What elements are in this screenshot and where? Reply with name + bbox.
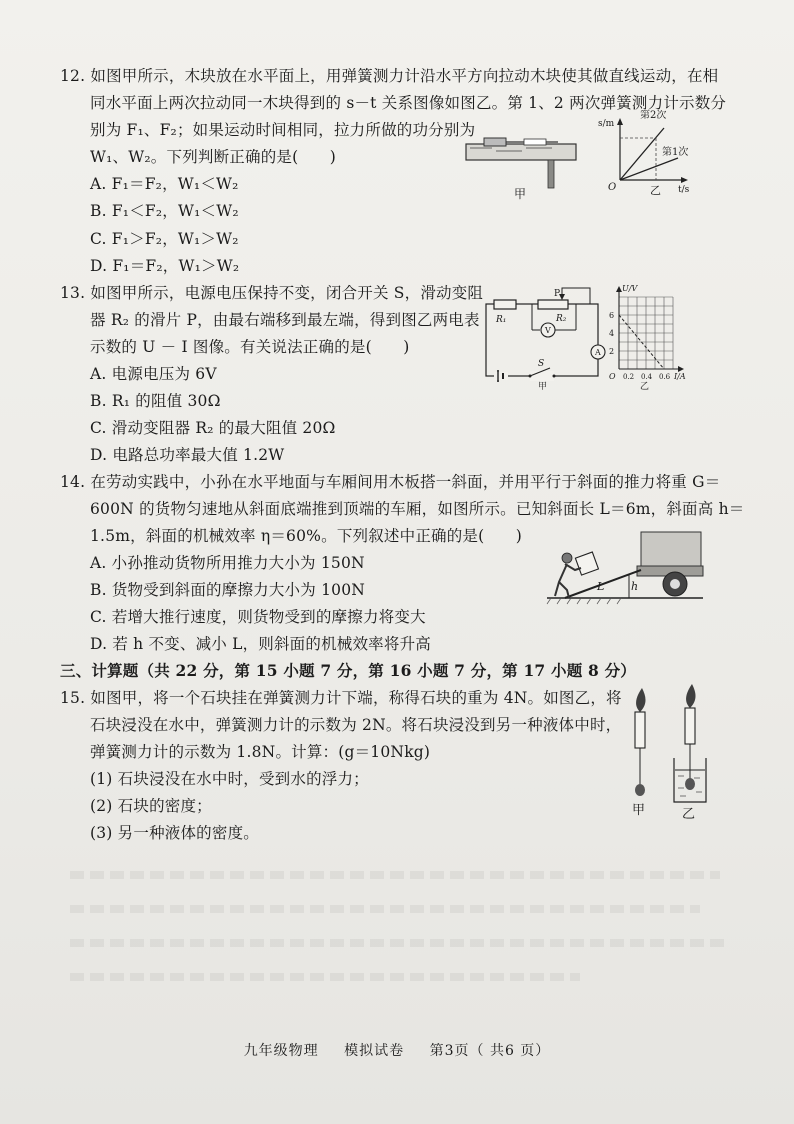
svg-text:O: O bbox=[608, 182, 617, 193]
section-3-heading: 三、计算题（共 22 分，第 15 小题 7 分，第 16 小题 7 分，第 17 小题 8 分） bbox=[60, 661, 636, 680]
svg-text:I/A: I/A bbox=[674, 372, 686, 381]
q14-option-c: C. 若增大推行速度，则货物受到的摩擦力将变大 bbox=[90, 608, 426, 626]
q13-ui-graph bbox=[606, 283, 692, 391]
svg-text:s/m: s/m bbox=[598, 119, 615, 129]
svg-text:S: S bbox=[538, 359, 545, 369]
q15-line-1: 15. 如图甲，将一个石块挂在弹簧测力计下端，称得石块的重为 4N。如图乙，将 bbox=[60, 689, 622, 707]
q12-option-d: D. F₁＝F₂，W₁＞W₂ bbox=[90, 257, 240, 275]
stone-jia bbox=[635, 784, 645, 796]
svg-text:V: V bbox=[545, 326, 551, 335]
q13-line-1: 13. 如图甲所示，电源电压保持不变，闭合开关 S，滑动变阻 bbox=[60, 284, 484, 302]
footer-page-number: 第3页（ 共6 页） bbox=[429, 1043, 551, 1059]
bleed-through-texture bbox=[60, 855, 750, 1005]
q12-line-1: 12. 如图甲所示，木块放在水平面上，用弹簧测力计沿水平方向拉动木块使其做直线运动，在相 bbox=[60, 67, 719, 85]
q12-option-b: B. F₁＜F₂，W₁＜W₂ bbox=[90, 202, 239, 220]
q12-line-2: 同水平面上两次拉动同一木块得到的 s－t 关系图像如图乙。第 1、2 两次弹簧测力计示数分 bbox=[90, 94, 727, 112]
svg-text:乙: 乙 bbox=[650, 184, 661, 197]
svg-text:甲: 甲 bbox=[538, 382, 548, 390]
q14-line-1: 14. 在劳动实践中，小孙在水平地面与车厢间用木板搭一斜面，并用平行于斜面的推力将重 G＝ bbox=[60, 473, 721, 491]
svg-text:L: L bbox=[597, 580, 605, 593]
svg-text:R₁: R₁ bbox=[496, 315, 507, 325]
person-head bbox=[562, 553, 572, 563]
q12-line-4: W₁、W₂。下列判断正确的是( ) bbox=[90, 148, 336, 166]
svg-text:R₂: R₂ bbox=[556, 314, 567, 324]
resistor-r1 bbox=[494, 300, 516, 309]
svg-text:O: O bbox=[609, 372, 616, 381]
svg-text:第1次: 第1次 bbox=[662, 147, 689, 158]
svg-text:4: 4 bbox=[609, 329, 615, 338]
q14-incline-figure bbox=[545, 530, 705, 606]
q12-option-a: A. F₁＝F₂，W₁＜W₂ bbox=[90, 175, 239, 193]
q15-sub-2: (2) 石块的密度； bbox=[90, 797, 212, 815]
q12-figure-jia bbox=[462, 136, 592, 202]
footer-grade: 九年级物理 bbox=[243, 1043, 319, 1059]
svg-text:乙: 乙 bbox=[682, 807, 696, 822]
q15-sub-1: (1) 石块浸没在水中时，受到水的浮力； bbox=[90, 770, 369, 788]
svg-text:6: 6 bbox=[609, 311, 615, 320]
footer-exam-type: 模拟试卷 bbox=[344, 1043, 405, 1059]
svg-text:0.6: 0.6 bbox=[659, 373, 671, 381]
q14-option-d: D. 若 h 不变、减小 L，则斜面的机械效率将升高 bbox=[90, 635, 431, 653]
svg-text:2: 2 bbox=[609, 347, 615, 356]
svg-text:h: h bbox=[631, 580, 639, 593]
q13-line-3: 示数的 U － I 图像。有关说法正确的是( ) bbox=[90, 338, 410, 356]
cargo-box bbox=[575, 552, 598, 575]
spring-scale-jia bbox=[635, 712, 645, 748]
q15-line-3: 弹簧测力计的示数为 1.8N。计算：(g＝10Nkg) bbox=[90, 743, 431, 761]
q15-sub-3: (3) 另一种液体的密度。 bbox=[90, 824, 259, 842]
svg-text:甲: 甲 bbox=[632, 803, 646, 818]
svg-text:乙: 乙 bbox=[640, 382, 650, 391]
svg-text:P: P bbox=[554, 289, 561, 299]
q14-line-2: 600N 的货物匀速地从斜面底端推到顶端的车厢，如图所示。已知斜面长 L＝6m，斜面高 h＝ bbox=[90, 500, 745, 518]
svg-text:t/s: t/s bbox=[678, 185, 690, 195]
svg-text:0.2: 0.2 bbox=[623, 373, 635, 381]
truck-body bbox=[641, 532, 701, 568]
rheostat-r2 bbox=[538, 300, 568, 309]
svg-text:U/V: U/V bbox=[622, 284, 638, 293]
wood-block bbox=[484, 138, 506, 146]
svg-text:0.4: 0.4 bbox=[641, 373, 653, 381]
q15-line-2: 石块浸没在水中，弹簧测力计的示数为 2N。将石块浸没到另一种液体中时， bbox=[90, 716, 622, 734]
q12-option-c: C. F₁＞F₂，W₁＞W₂ bbox=[90, 230, 239, 248]
q13-line-2: 器 R₂ 的滑片 P，由最右端移到最左端，得到图乙两电表 bbox=[90, 311, 480, 329]
hand-jia bbox=[636, 688, 645, 712]
spring-scale-yi bbox=[685, 708, 695, 744]
q14-line-3: 1.5m，斜面的机械效率 η＝60%。下列叙述中正确的是( ) bbox=[90, 527, 523, 545]
q13-option-a: A. 电源电压为 6V bbox=[90, 365, 217, 383]
svg-text:甲: 甲 bbox=[514, 187, 527, 201]
table-leg bbox=[548, 160, 554, 188]
q14-option-b: B. 货物受到斜面的摩擦力大小为 100N bbox=[90, 581, 366, 599]
svg-text:第2次: 第2次 bbox=[640, 110, 667, 121]
q13-option-b: B. R₁ 的阻值 30Ω bbox=[90, 392, 221, 410]
q13-option-d: D. 电路总功率最大值 1.2W bbox=[90, 446, 285, 464]
q12-figure-st-graph bbox=[596, 110, 696, 200]
svg-text:A: A bbox=[595, 348, 601, 357]
q14-option-a: A. 小孙推动货物所用推力大小为 150N bbox=[90, 554, 365, 572]
q13-option-c: C. 滑动变阻器 R₂ 的最大阻值 20Ω bbox=[90, 419, 336, 437]
page-footer bbox=[0, 1040, 794, 1060]
stone-yi bbox=[685, 778, 695, 790]
q13-circuit-diagram bbox=[478, 286, 608, 390]
table-top bbox=[466, 144, 576, 160]
hand-yi bbox=[686, 684, 695, 708]
q15-figure bbox=[618, 684, 718, 834]
q12-line-3: 别为 F₁、F₂；如果运动时间相同，拉力所做的功分别为 bbox=[90, 121, 476, 139]
